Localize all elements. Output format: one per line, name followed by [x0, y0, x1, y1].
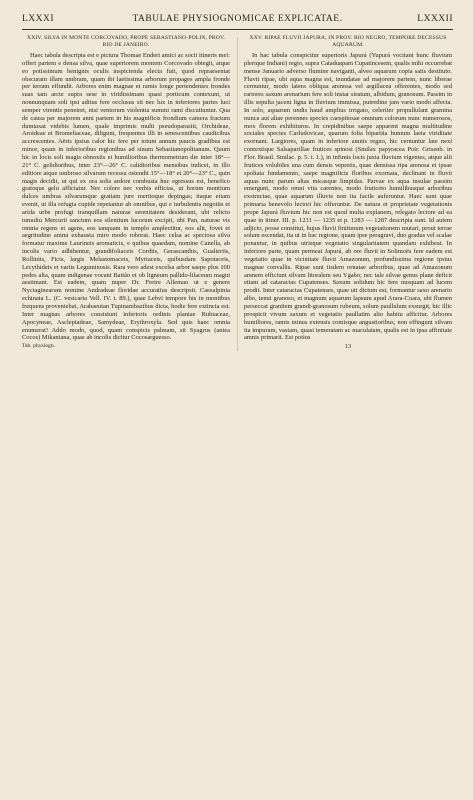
running-title: TABULAE PHYSIOGNOMICAE EXPLICATAE.	[132, 14, 343, 24]
right-column	[244, 35, 452, 351]
signature-mark: Tab. physiogn.	[22, 343, 56, 350]
column-divider	[237, 37, 238, 351]
section-heading-xxv: XXV. RIPAE FLUVII JAPURA, IN PROV. RIO NEGRO, TEMPORE DECESSUS AQUARUM.	[249, 35, 447, 48]
left-page-number: LXXXI	[22, 14, 55, 24]
header-rule	[22, 29, 453, 30]
section-body-xxiv: Haec tabula descripta est e pictura Thomae Enderi amici ac socii itineris mei: offert partem e densa silva, quae superiorem montem Corcovado obtegit, atque eo potissimum benignis oculis inspicienda electa fuit, quod repraesentat obscuram illam umbram, quam ibi laetissima arborum propages ampla fronde per terram effundit. Arbores enim magnae et ramis longe pertendentes frondes suas tam arcte supra sese in viridissimam quasi porticum contexunt, ut nonnunquam soli ipsi aditus fere occlusus sit nec lux in inferiores partes luci semper virentis penetret, nisi ventorum violentia summi rami discutiuntur. Qua de causa per majorem anni partem in his magnificis frondium camera fractum dumtaxat videbis lumen, quale imprimis multi pseudoparasiti, Orchideae, Aroideae et Bromeliaceae, diligunt, frequentes illi in senescentibus caudicibus accrescentes. Aëris ipsius calor hic fere per totum annum paucis gradibus est minor, quam in inferioribus regionibus ad sinum Sebastianopolitanum. Quum hic in locis soli magis obnoxiis et humilioribus thermometrum die inter 18°—21° C. gelidioribus, inter 23°—26° C. calidioribus mensibus indicet, in illo editiore atque umbroso silvarum recessu ostendit 15°—18° et 20°—23° C., quin magis decidit, ut qui ex ora solis ardore combusta huc egressus est, benefico gratoque gelu afficiatur. Nec colore nec verbis efficias, ut horum montium dulces umbras silvarumque gratiam jure meritoque depingas; itaque etiam evenit, ut illa refugia cupide repetantur ab omnibus, qui e turbulentis negotiis et arida urbe profugi tranquillam naturae serenitatem desiderant, ubi relicto tumultu Mercurii sanctum eos silentium lucorum excipit, ubi Pan, naturae vis omnia regens et agens, eos tanquam in templo amplectitur, eos alit, fovet et aegritudine animi exhausta miro modo roborat. Haec celsa ac speciosa silva formatur maxime Laurineis aromaticis, e quibus quaedam, nomine Canella, ab incolis vario adhibentur, grandifoliaceis Cordiis, Gerascanthis, Gualteriis, Rolliniis, Ficis, largis Melastomaceis, Myrtaceis, quibusdam Sapotaceis, Lecythideis et variis Leguminosis. Rara vero adest excelsa arbor saepe plus 100 pedes alta, quam indigenae vocant Battão et ob ligneum pallido-lilaceum magni aestimant. Est eadem, quam nuper Dr. Freire Allemao ut e genere Nyctaginearum nomine Andradeae floridae accuratius descripsit. Caesalpinia echinata L. (C. vesicaria Vell. IV. t. 89.), quae Lebvi tempore his in montibus frequens proveniebat, Arabaeutan Tupinambazibus dicta, hodie fere extincta est. Inter magnas arbores consistunt inferioris ordinis plantae Rubiaceae, Apocyneae, Asclepiadeae, Samydeae, Erythroxyla. Sed quis haec omnia enumerat! Addo modo, quod, quam conspicis palmam, sit Syagrus (antea Cocos) Mikaniana, quae ab incolis dicitur Cocosarguesso.	[22, 52, 230, 342]
right-page-number: LXXXII	[417, 14, 453, 24]
section-heading-xxiv: XXIV. SILVA IN MONTE CORCOVADO, PROPE SEBASTIANO-POLIN, PROV. RIO DE JANEIRO.	[27, 35, 225, 48]
running-header	[22, 8, 453, 28]
text-columns	[22, 35, 453, 351]
page-number: 13	[344, 343, 352, 351]
section-body-xxv: In hac tabula conspicitur superioris Japurá (Yupurá vocitant hunc fluvium plerique Indiani) regio, supra Cataduapam Cupatincesem, qualis mihi occurrebat mense Januario adverso flumine naviganti, alveo aquarum copia satis destituto. Fluvii ripae, ubi aqua magna est, inundatae ad majorem partem, nunc liberae cernuntur, modo latera obliqua arenosa vel argillacea offerentes, modo sed rariores saxum arenarium fere soli instar stratum, albidum, granosum. Passim in illis sepulta jacent ligna in fluvium immissa, putredine jam vario modo affecta. In solo, aquarum undis haud amplius irrigato, celeriter propullulant gramina nunca aut aliae perennes species caespitosae omnium colorum nunc numerosos, mox florem exhibituros. In crepidinibus saepe apparent magna multitudine sociales species Carludovicae, quarum folia bipartita humum laeta viriditate exornant. Largiores, quam in inferiore amnis regno, hic cernuntur late nexi contextique Salsaparillae frutices spinosi (Smilax papyracea Poir. Grisenb. in Flor. Brasil. Smilac. p. 5. t. 1.), in infimis locis juxta fluvium vigentes, atque alii frutices volubiles una cum densis vepretis, quae densissa ripa arenosa et ipsae spoliata fundamento, saepe magnificis floribus exornata, declinant in fluvii aquas nunc parum altas micasque limpidas. Parvae ex aqua insulae passim emergunt, modo omni vita carentes, modo fruticeto humilibusque arboribus exstructae, quae aquarum illuvie non ita facile auferuntur. Haec sunt quae primaria benevolo lectori hic offeruntur. De natura et proprietate vegetationis prope Japurá fluvium hic non est quod multa explanem, relegato lectore ad ea quae in itiner. III. p. 1231 — 1235 et p. 1283 — 1287 descripta sunt. Id autem adjicio, posse constitui, hujus fluvii finitimum vegetationem mutari, prout terrae solum escendat, ita ut in hac regione, quam ipse peragravi, duo gradus vel scalae ponantur, in quibus utrisque vegetatio singularitatem quandam exhibeat. In inferiore parte, quam permeat Japurá, ab ore fluvii in Solimoës fere eadem est vegetatio quae in vicinitate fluvii Amazonum, profundissima regione ipsius magnae convallis. Ripae sunt iisdem ornatae arboribus, quae ad Amazonum amnem efficiunt silvam litoralem seu Ygabo; nec tale silvae genus plane deficit etiam ad cataractas Cupatenses. Saxum solidum hic fere nusquam ad lucem prodit. Inter cataractas Cupatenses, quae uti dictum est, formantur saxo arenario albo, tenui granoso, et magnum aquarum lapsum apud Arara-Coara, ubi flumen perseccat granitem grandi-granosum rubeum, solum paullulum exsurgit, hic illic prospicit vivum saxum et vegetatio paullatim alio habitu afficitur. Arbores humiliores, ramis minus extensis comisque angustioribus, non effingunt silvam ita impuram, vastam, quasi temeratam ac maculatam, qualis est in ipsa affinitate amnis primarii. Est potius	[244, 52, 452, 342]
left-column	[22, 35, 230, 351]
